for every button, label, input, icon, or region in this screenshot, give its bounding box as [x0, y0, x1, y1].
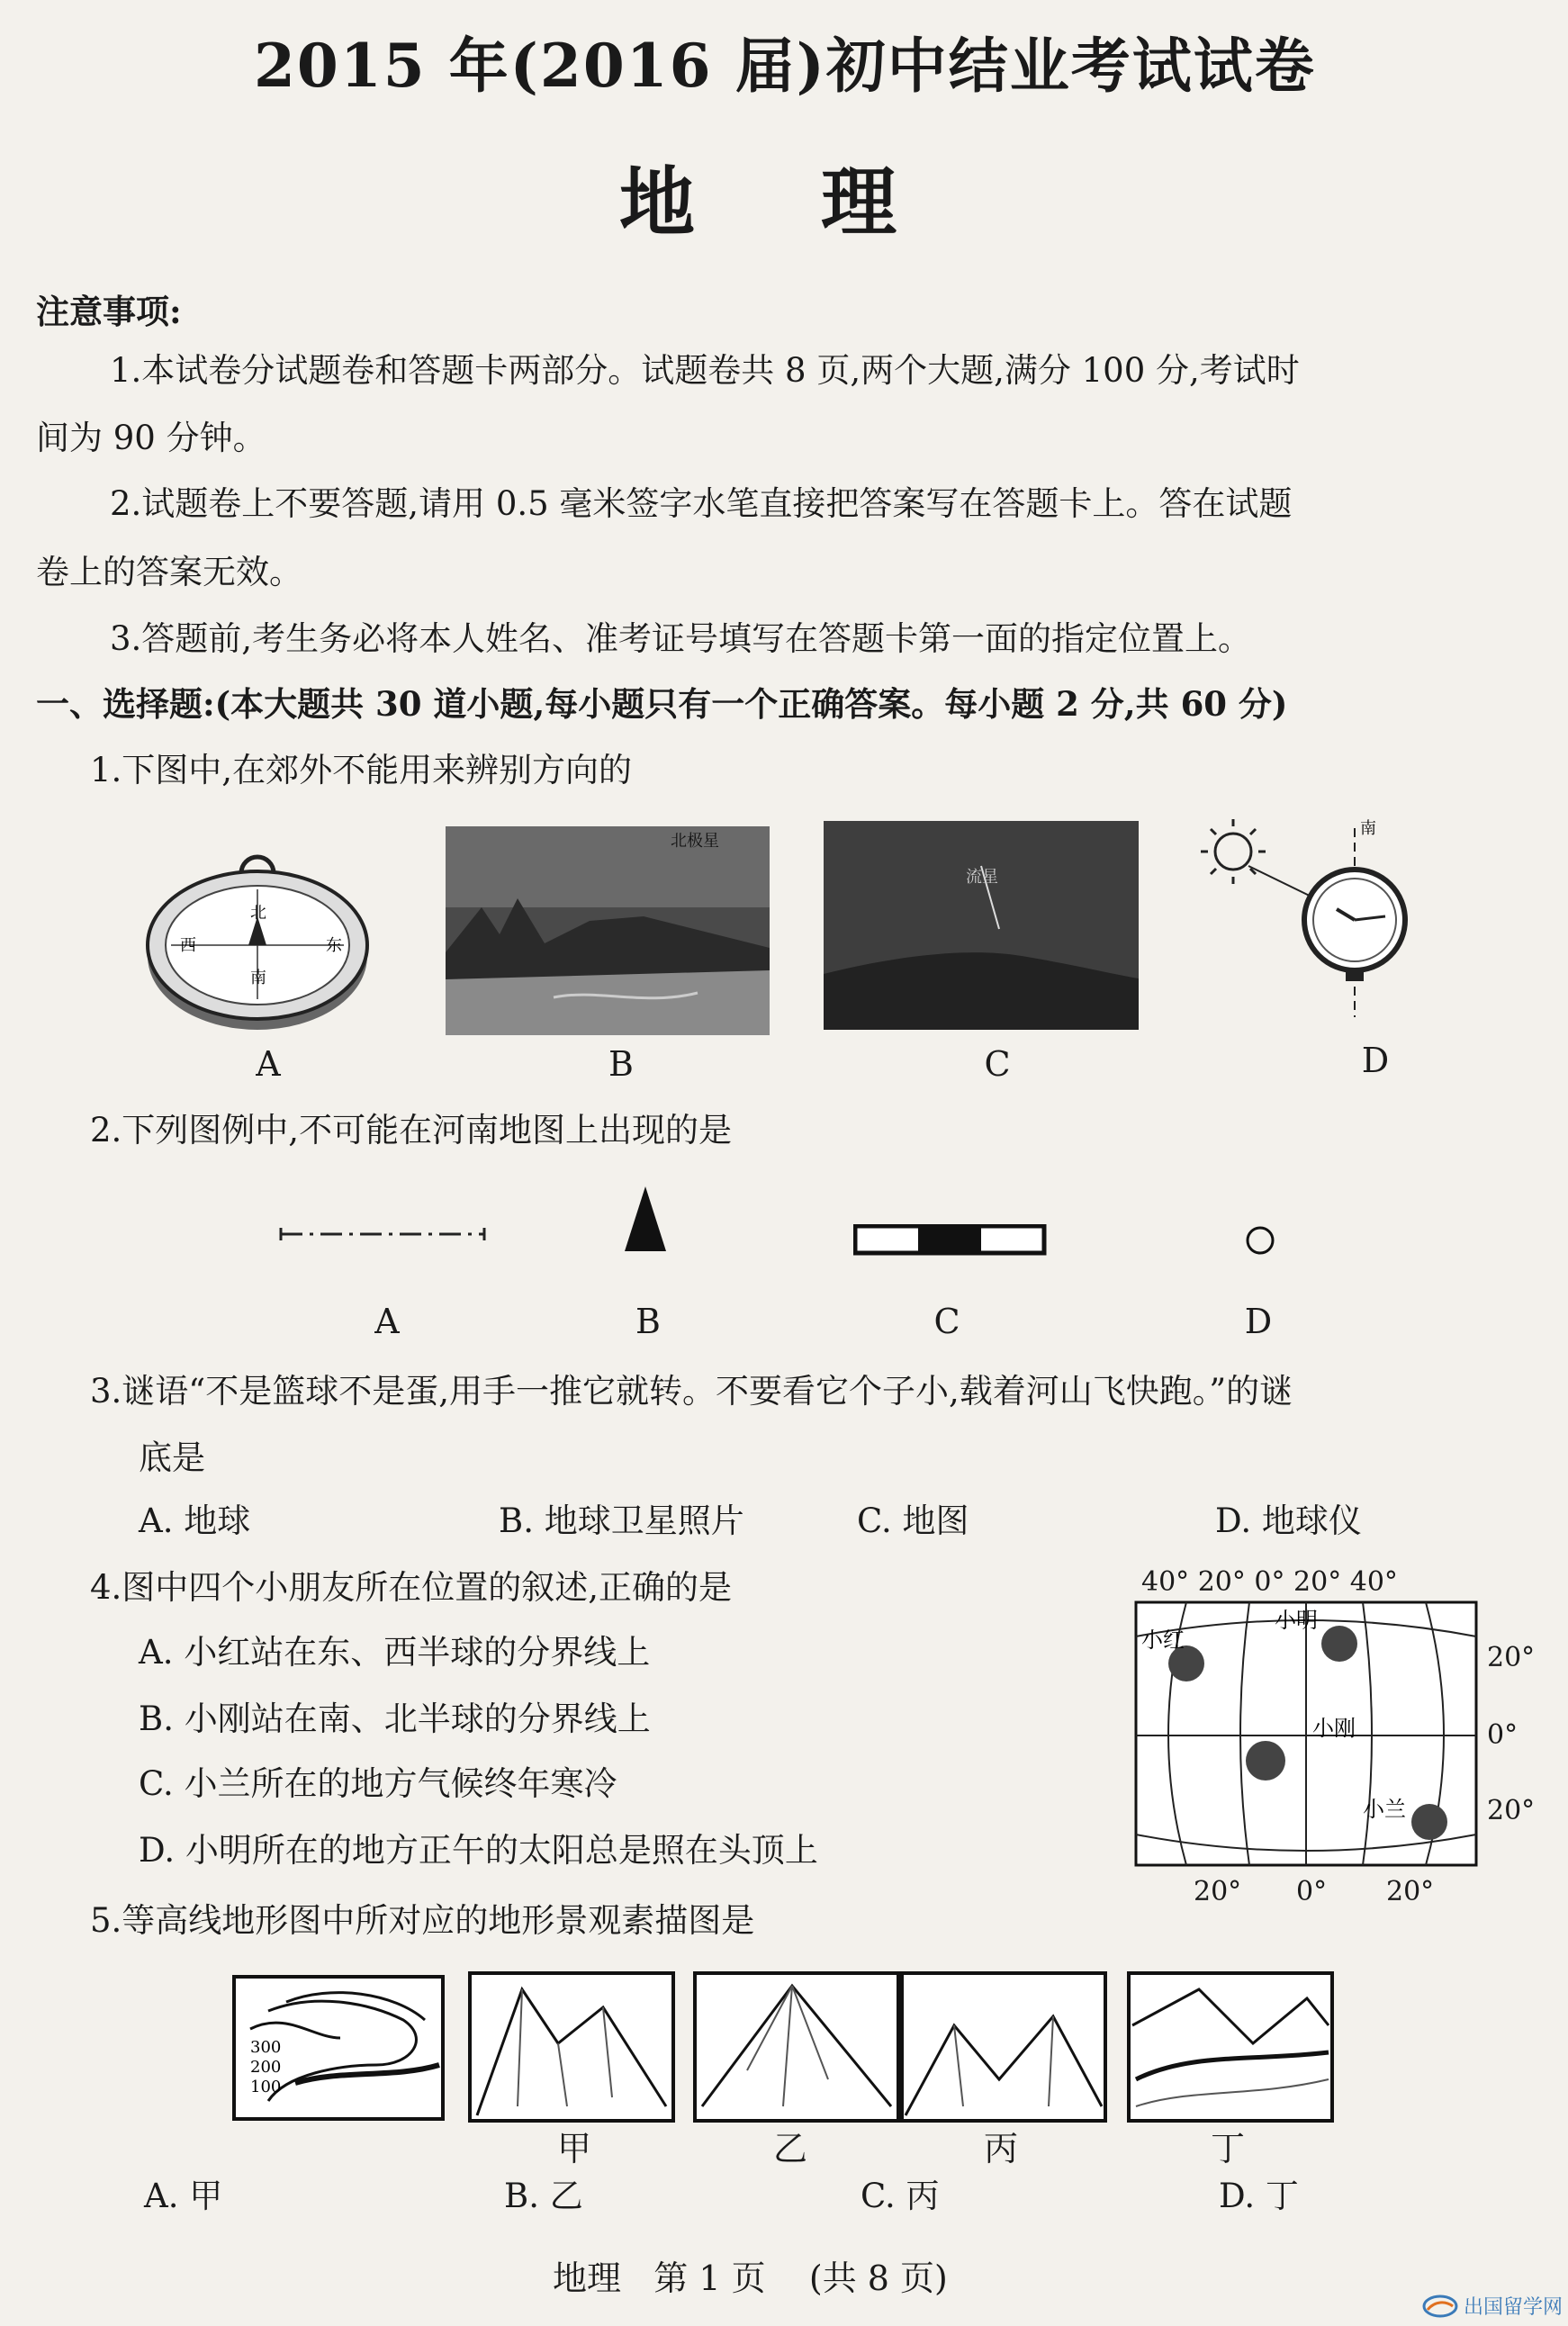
map-bottom-label-right: 20° — [1386, 1876, 1435, 1907]
q1-stem: 1.下图中,在郊外不能用来辨别方向的 — [90, 751, 633, 789]
q2-label-d: D — [1244, 1302, 1273, 1341]
q5-panel-label-bing: 丙 — [983, 2129, 1018, 2168]
q4-stem: 4.图中四个小朋友所在位置的叙述,正确的是 — [90, 1568, 733, 1607]
legend-boundary — [853, 1224, 1048, 1257]
contour-map — [232, 1975, 445, 2121]
q4-option-d: D. 小明所在的地方正午的太阳总是照在头顶上 — [139, 1831, 818, 1870]
contour-300: 300 — [250, 2038, 282, 2057]
q2-label-c: C — [933, 1302, 960, 1341]
q5-stem: 5.等高线地形图中所对应的地形景观素描图是 — [90, 1901, 755, 1940]
q3-stem-line2: 底是 — [139, 1438, 205, 1477]
q5-option-d: D. 丁 — [1219, 2177, 1299, 2215]
q3-option-a: A. 地球 — [139, 1501, 251, 1540]
legend-city — [1244, 1224, 1276, 1257]
meteor-photo — [824, 821, 1139, 1030]
q5-panel-label-yi: 乙 — [772, 2129, 807, 2168]
compass-east: 东 — [326, 936, 342, 955]
north-star-photo — [446, 826, 770, 1035]
notice-item-3: 3.答题前,考生务必将本人姓名、准考证号填写在答题卡第一面的指定位置上。 — [110, 619, 1252, 658]
q3-option-c: C. 地图 — [857, 1501, 969, 1540]
map-right-label-bottom: 20° — [1487, 1795, 1536, 1826]
watermark-logo-icon — [1422, 2294, 1458, 2319]
page-footer: 地理 第 1 页 (共 8 页) — [553, 2258, 948, 2298]
meteor-label: 流星 — [966, 868, 998, 887]
site-watermark — [1422, 2292, 1563, 2320]
q2-label-b: B — [635, 1302, 661, 1341]
notice-item-1: 1.本试卷分试题卷和答题卡两部分。试题卷共 8 页,两个大题,满分 100 分,考试时 — [110, 351, 1300, 390]
legend-railway — [279, 1221, 495, 1248]
compass-figure — [144, 846, 387, 1035]
map-bottom-label-left: 20° — [1194, 1876, 1242, 1907]
notice-item-2: 2.试题卷上不要答题,请用 0.5 毫米签字水笔直接把答案写在答题卡上。答在试题 — [110, 484, 1293, 523]
notice-item-1-cont: 间为 90 分钟。 — [36, 419, 266, 457]
q5-panel-label-jia: 甲 — [556, 2129, 591, 2168]
map-bottom-label-mid: 0° — [1296, 1876, 1328, 1907]
hemisphere-grid-map — [1132, 1600, 1483, 1871]
q4-option-b: B. 小刚站在南、北半球的分界线上 — [139, 1699, 651, 1738]
notice-heading: 注意事项: — [36, 292, 182, 331]
q3-option-d: D. 地球仪 — [1215, 1501, 1362, 1540]
contour-100: 100 — [250, 2078, 282, 2096]
map-right-label-mid: 0° — [1487, 1719, 1518, 1751]
compass-north: 北 — [250, 904, 266, 923]
q1-label-d: D — [1361, 1041, 1390, 1080]
legend-mountain-peak — [623, 1185, 668, 1253]
sun-south-label: 南 — [1360, 819, 1376, 838]
q3-stem-line1: 3.谜语“不是篮球不是蛋,用手一推它就转。不要看它个子小,载着河山飞快跑。”的谜 — [90, 1372, 1293, 1411]
sun-watch-figure — [1193, 810, 1427, 1026]
q4-option-a: A. 小红站在东、西半球的分界线上 — [139, 1633, 651, 1672]
sketch-panel-yi — [693, 1971, 900, 2123]
north-star-label: 北极星 — [671, 832, 719, 851]
q3-option-b: B. 地球卫星照片 — [499, 1501, 744, 1540]
compass-west: 西 — [180, 936, 196, 955]
q1-label-c: C — [984, 1044, 1011, 1084]
section1-heading: 一、选择题:(本大题共 30 道小题,每小题只有一个正确答案。每小题 2 分,共 60 分) — [36, 684, 1288, 724]
kid-xiaogang: 小刚 — [1312, 1716, 1356, 1741]
contour-200: 200 — [250, 2058, 282, 2077]
q5-option-c: C. 丙 — [861, 2177, 940, 2215]
compass-south: 南 — [250, 969, 266, 987]
sketch-panel-jia — [468, 1971, 675, 2123]
q2-stem: 2.下列图例中,不可能在河南地图上出现的是 — [90, 1111, 733, 1149]
q5-option-b: B. 乙 — [504, 2177, 583, 2215]
sketch-panel-ding — [1127, 1971, 1334, 2123]
q1-label-a: A — [256, 1044, 281, 1084]
subject-title: 地理 — [619, 158, 1023, 247]
q5-panel-label-ding: 丁 — [1210, 2129, 1245, 2168]
kid-xiaohong: 小红 — [1141, 1627, 1185, 1653]
kid-xiaolan: 小兰 — [1363, 1797, 1406, 1822]
q2-label-a: A — [374, 1302, 400, 1341]
kid-xiaoming: 小明 — [1275, 1608, 1318, 1633]
q4-option-c: C. 小兰所在的地方气候终年寒冷 — [139, 1764, 617, 1803]
notice-item-2-cont: 卷上的答案无效。 — [36, 553, 302, 591]
map-right-label-top: 20° — [1487, 1642, 1536, 1673]
watermark-text: 出国留学网 — [1464, 2296, 1563, 2319]
map-top-labels: 40° 20° 0° 20° 40° — [1141, 1566, 1398, 1598]
q5-option-a: A. 甲 — [144, 2177, 223, 2215]
q1-label-b: B — [608, 1044, 634, 1084]
sketch-panel-bing — [900, 1971, 1107, 2123]
exam-title: 2015 年(2016 届)初中结业考试试卷 — [254, 31, 1316, 101]
